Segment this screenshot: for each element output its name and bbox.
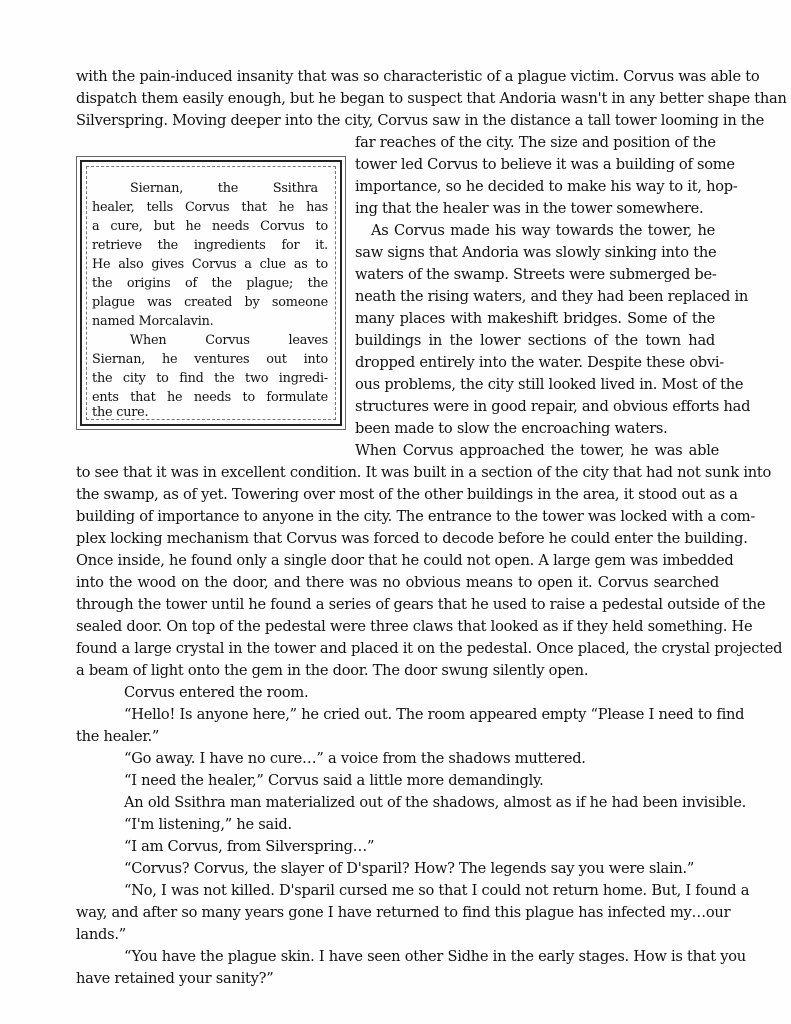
body-line: far reaches of the city. The size and position of the [355, 134, 716, 151]
body-line: way, and after so many years gone I have returned to find this plague has infected my…our [76, 904, 731, 921]
body-line: Corvus entered the room. [124, 684, 309, 701]
body-line: neath the rising waters, and they had been replaced in [355, 288, 749, 305]
body-line: “Hello! Is anyone here,” he cried out. The room appeared empty “Please I need to find [124, 706, 745, 723]
body-line: “Corvus? Corvus, the slayer of D'sparil? How? The legends say you were slain.” [124, 860, 695, 877]
body-line: with the pain-induced insanity that was so characteristic of a plague victim. Corvus was able to [76, 68, 760, 85]
body-line: “You have the plague skin. I have seen other Sidhe in the early stages. How is that you [124, 948, 746, 965]
body-line: dispatch them easily enough, but he began to suspect that Andoria wasn't in any better shape than [76, 90, 787, 107]
body-line: Once inside, he found only a single door that he could not open. A large gem was imbedded [76, 552, 734, 569]
sidebar-line: a cure, but he needs Corvus to [92, 219, 328, 234]
body-line: waters of the swamp. Streets were submerged be- [355, 266, 717, 283]
sidebar-line: ents that he needs to formulate [92, 390, 328, 405]
body-line: “I need the healer,” Corvus said a little more demandingly. [124, 772, 544, 789]
body-line: saw signs that Andoria was slowly sinking into the [355, 244, 717, 261]
body-line: dropped entirely into the water. Despite these obvi- [355, 354, 724, 371]
body-line: to see that it was in excellent condition. It was built in a section of the city that had not sunk into [76, 464, 772, 481]
body-line: As Corvus made his way towards the tower, he [371, 222, 715, 239]
body-line: ing that the healer was in the tower somewhere. [355, 200, 704, 217]
body-line: lands.” [76, 926, 126, 943]
sidebar-line: Siernan, the Ssithra [130, 181, 318, 196]
sidebar-line: He also gives Corvus a clue as to [92, 257, 328, 272]
sidebar-line: plague was created by someone [92, 295, 328, 310]
body-line: When Corvus approached the tower, he was able [355, 442, 719, 459]
sidebar-line: retrieve the ingredients for it. [92, 238, 328, 253]
body-line: ous problems, the city still looked lived in. Most of the [355, 376, 744, 393]
body-line: importance, so he decided to make his way to it, hop- [355, 178, 738, 195]
body-line: the healer.” [76, 728, 160, 745]
sidebar-box [80, 160, 342, 426]
sidebar-line: healer, tells Corvus that he has [92, 200, 328, 215]
body-line: many places with makeshift bridges. Some of the [355, 310, 715, 327]
body-line: a beam of light onto the gem in the door. The door swung silently open. [76, 662, 589, 679]
sidebar-line: the origins of the plague; the [92, 276, 328, 291]
body-line: into the wood on the door, and there was no obvious means to open it. Corvus searched [76, 574, 719, 591]
sidebar-line: named Morcalavin. [92, 314, 214, 329]
body-line: found a large crystal in the tower and placed it on the pedestal. Once placed, the crystal projected [76, 640, 783, 657]
body-line: Silverspring. Moving deeper into the city, Corvus saw in the distance a tall tower looming in the [76, 112, 765, 129]
body-line: An old Ssithra man materialized out of the shadows, almost as if he had been invisible. [124, 794, 746, 811]
body-line: buildings in the lower sections of the town had [355, 332, 715, 349]
body-line: sealed door. On top of the pedestal were three claws that looked as if they held something. He [76, 618, 753, 635]
body-line: the swamp, as of yet. Towering over most of the other buildings in the area, it stood out as a [76, 486, 738, 503]
body-line: “No, I was not killed. D'sparil cursed me so that I could not return home. But, I found a [124, 882, 750, 899]
body-line: “Go away. I have no cure…” a voice from the shadows muttered. [124, 750, 586, 767]
body-line: tower led Corvus to believe it was a building of some [355, 156, 735, 173]
sidebar-line: When Corvus leaves [130, 333, 328, 348]
body-line: “I am Corvus, from Silverspring…” [124, 838, 375, 855]
body-line: through the tower until he found a series of gears that he used to raise a pedestal outside of the [76, 596, 766, 613]
sidebar-line: the city to find the two ingredi- [92, 371, 328, 386]
body-line: have retained your sanity?” [76, 970, 274, 987]
body-line: “I'm listening,” he said. [124, 816, 292, 833]
body-line: structures were in good repair, and obvious efforts had [355, 398, 751, 415]
sidebar-line: Siernan, he ventures out into [92, 352, 328, 367]
sidebar-line: the cure. [92, 405, 149, 420]
body-line: plex locking mechanism that Corvus was forced to decode before he could enter the building. [76, 530, 748, 547]
body-line: building of importance to anyone in the city. The entrance to the tower was locked with a com- [76, 508, 756, 525]
body-line: been made to slow the encroaching waters. [355, 420, 668, 437]
